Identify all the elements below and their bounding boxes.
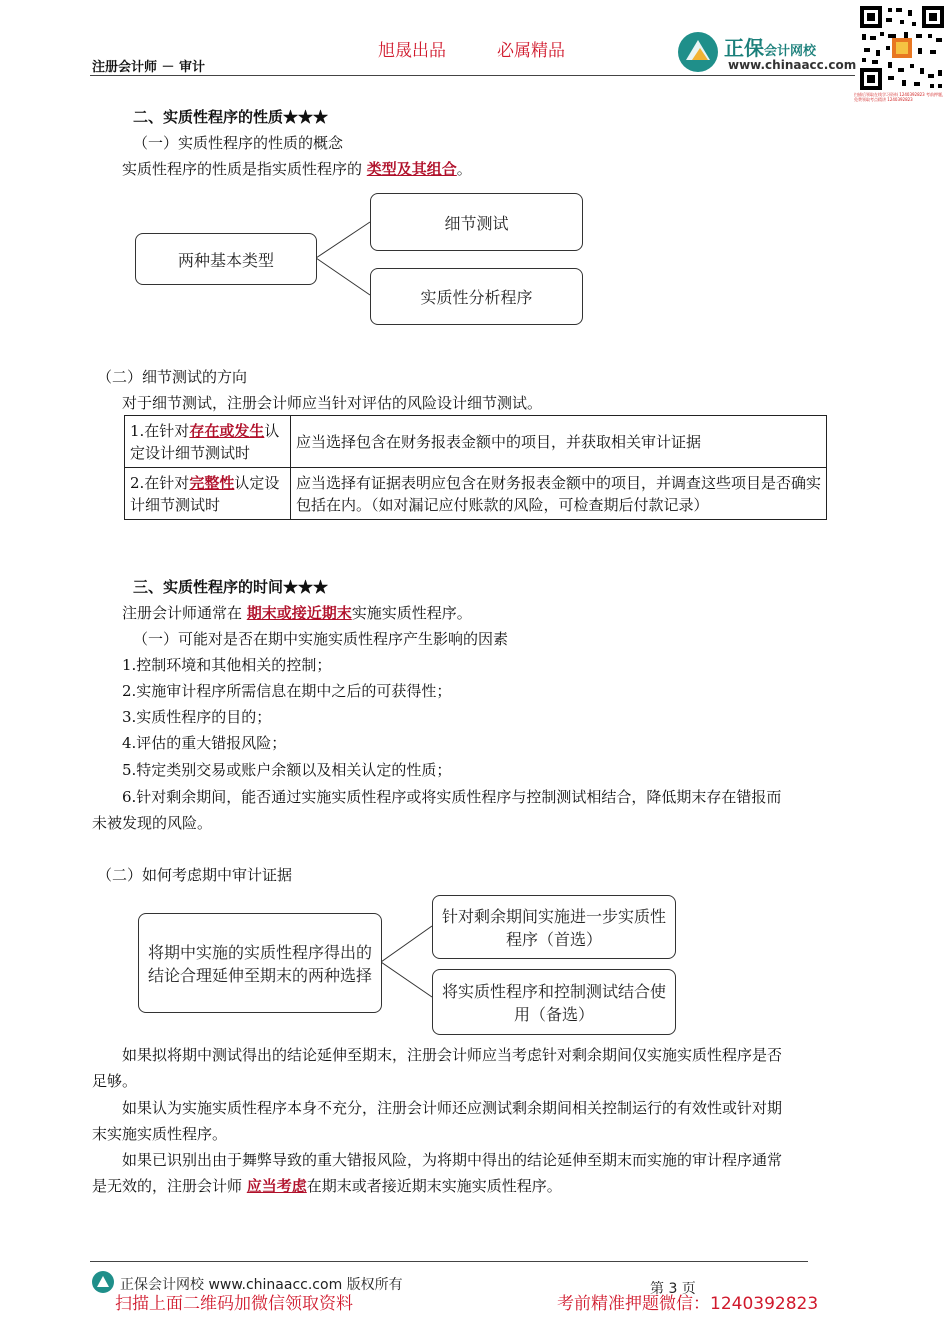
header-doc-title: 注册会计师 － 审计 (92, 60, 206, 75)
section-2-sub-1: （一）实质性程序的性质的概念 (133, 134, 344, 152)
section-3-timing: 注册会计师通常在 期末或接近期末实施实质性程序。 (122, 604, 472, 622)
section-2-title: 二、实质性程序的性质★★★ (133, 108, 329, 126)
footer-rule (90, 1261, 808, 1262)
section-3-sub-1: （一）可能对是否在期中实施实质性程序产生影响的因素 (133, 630, 509, 648)
footer-scan-text: 扫描上面二维码加微信领取资料 (115, 1294, 353, 1314)
footer-wechat-text: 考前精准押题微信：1240392823 (557, 1294, 819, 1314)
list-item: 2.实施审计程序所需信息在期中之后的可获得性； (122, 682, 452, 700)
table-cell-condition: 1.在针对存在或发生认定设计细节测试时 (125, 416, 291, 468)
table-cell-action: 应当选择有证据表明应包含在财务报表金额中的项目，并调查这些项目是否确实包括在内。（如对漏记应付账款的风险，可检查期后付款记录） (291, 468, 827, 520)
diagram-1-child-1: 细节测试 (370, 193, 583, 251)
list-item: 5.特定类别交易或账户余额以及相关认定的性质； (122, 761, 452, 779)
paragraph-2-line-2: 末实施实质性程序。 (92, 1125, 228, 1143)
qr-note: 扫描后领取在线学习资料 1240392823 考前押题，免费领取考点精讲 1240392823 (854, 92, 946, 102)
list-item: 1.控制环境和其他相关的控制； (122, 656, 332, 674)
section-3-title: 三、实质性程序的时间★★★ (133, 578, 329, 596)
paragraph-2-line-1: 如果认为实施实质性程序本身不充分，注册会计师还应测试剩余期间相关控制运行的有效性或针对期 (122, 1099, 783, 1117)
diagram-1-root: 两种基本类型 (135, 233, 317, 285)
paragraph-3-line-1: 如果已识别出由于舞弊导致的重大错报风险，为将期中得出的结论延伸至期末而实施的审计程序通常 (122, 1151, 783, 1169)
table-row (125, 468, 827, 520)
brand-name: 正保会计网校 (724, 36, 817, 60)
diagram-2-child-1: 针对剩余期间实施进一步实质性 程序（首选） (432, 895, 676, 959)
paragraph-1-line-1: 如果拟将期中测试得出的结论延伸至期末，注册会计师应当考虑针对剩余期间仅实施实质性程序是否 (122, 1046, 783, 1064)
header-slogan-2: 必属精品 (497, 41, 565, 61)
section-2-definition: 实质性程序的性质是指实质性程序的 类型及其组合。 (122, 160, 472, 178)
list-item-continued: 未被发现的风险。 (92, 814, 213, 832)
table-cell-action: 应当选择包含在财务报表金额中的项目，并获取相关审计证据 (291, 416, 827, 468)
table-cell-condition: 2.在针对完整性认定设计细节测试时 (125, 468, 291, 520)
section-2-details-line: 对于细节测试，注册会计师应当针对评估的风险设计细节测试。 (122, 394, 543, 412)
details-test-table (124, 415, 827, 520)
list-item: 6.针对剩余期间，能否通过实施实质性程序或将实质性程序与控制测试相结合，降低期末存在错报而 (122, 788, 782, 806)
footer-logo-icon (92, 1271, 114, 1293)
paragraph-1-line-2: 足够。 (92, 1072, 138, 1090)
diagram-1-child-2: 实质性分析程序 (370, 268, 583, 325)
footer-page-number: 第 3 页 (650, 1281, 696, 1297)
table-row (125, 416, 827, 468)
diagram-2-root: 将期中实施的实质性程序得出的 结论合理延伸至期末的两种选择 (138, 913, 382, 1013)
list-item: 4.评估的重大错报风险； (122, 734, 287, 752)
footer-copyright: 正保会计网校 www.chinaacc.com 版权所有 (120, 1277, 403, 1293)
header-slogan-1: 旭晟出品 (378, 41, 446, 61)
paragraph-3-line-2: 是无效的，注册会计师 应当考虑在期末或者接近期末实施实质性程序。 (92, 1177, 562, 1195)
list-item: 3.实质性程序的目的； (122, 708, 272, 726)
keyword-period-end: 期末或接近期末 (246, 604, 352, 622)
keyword-should-consider: 应当考虑 (246, 1177, 307, 1195)
brand-url: www.chinaacc.com (728, 58, 857, 72)
diagram-2-child-2: 将实质性程序和控制测试结合使 用（备选） (432, 969, 676, 1035)
section-3-sub-2: （二）如何考虑期中审计证据 (97, 866, 293, 884)
section-2-sub-2: （二）细节测试的方向 (97, 368, 248, 386)
keyword-types: 类型及其组合 (366, 160, 457, 178)
